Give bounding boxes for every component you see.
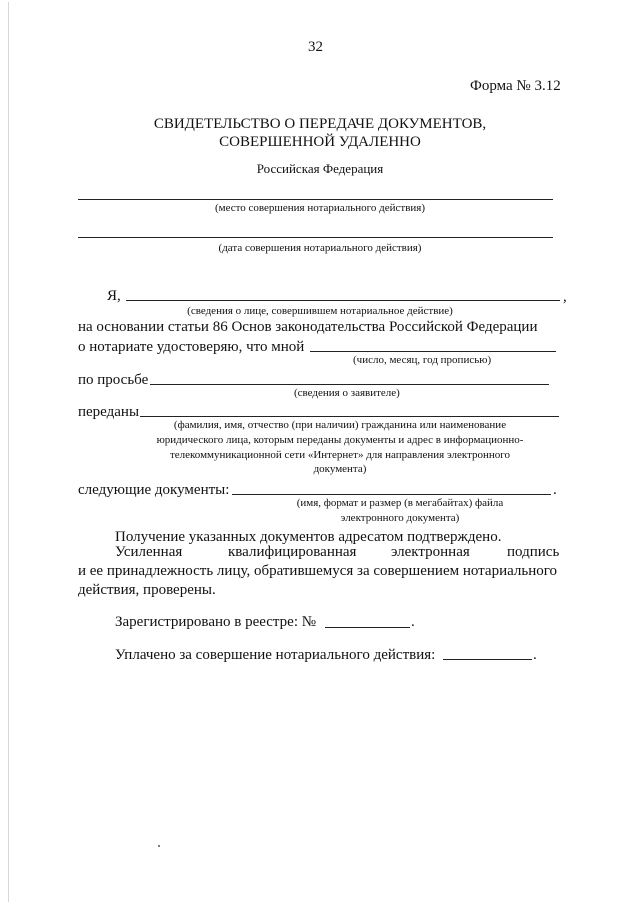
transferred-label: переданы	[78, 404, 140, 420]
registry-text: Зарегистрировано в реестре: №	[115, 614, 317, 630]
signature-line-2: и ее принадлежность лицу, обратившемуся за совершением нотариального	[78, 563, 558, 579]
date-field-line	[78, 237, 553, 238]
page-number: 32	[308, 39, 323, 55]
page-edge-shadow	[8, 2, 9, 902]
recipient-field-line	[140, 416, 559, 417]
signature-word-1: Усиленная	[115, 544, 183, 560]
paid-amount-line	[443, 659, 532, 660]
scan-speck	[158, 845, 160, 847]
recipient-caption-3: телекоммуникационной сети «Интернет» для направления электронного	[169, 449, 511, 461]
file-caption-2: электронного документа)	[340, 512, 460, 524]
file-field-line	[232, 494, 551, 495]
paid-period: .	[533, 647, 537, 663]
signature-word-4: подпись	[507, 544, 560, 560]
registry-period: .	[411, 614, 415, 630]
signature-line-3: действия, проверены.	[78, 582, 216, 598]
request-label: по просьбе	[78, 372, 149, 388]
date-words-field-line	[310, 351, 556, 352]
applicant-caption: (сведения о заявителе)	[294, 387, 400, 399]
receipt-text: Получение указанных документов адресатом подтверждено.	[115, 529, 502, 545]
applicant-field-line	[150, 384, 549, 385]
notary-text: о нотариате удостоверяю, что мной	[78, 339, 305, 355]
signature-word-2: квалифицированная	[228, 544, 357, 560]
documents-period: .	[553, 482, 557, 498]
person-field-comma: ,	[563, 289, 567, 305]
place-caption: (место совершения нотариального действия)	[214, 202, 426, 214]
documents-label: следующие документы:	[78, 482, 230, 498]
ya-label: Я,	[107, 288, 121, 304]
registry-number-line	[325, 627, 410, 628]
person-caption: (сведения о лице, совершившем нотариальное действие)	[187, 305, 453, 317]
title-line-2: СОВЕРШЕННОЙ УДАЛЕННО	[219, 134, 421, 150]
basis-text: на основании статьи 86 Основ законодательства Российской Федерации	[78, 319, 538, 335]
form-number: Форма № 3.12	[470, 78, 561, 94]
place-field-line	[78, 199, 553, 200]
date-caption: (дата совершения нотариального действия)	[218, 242, 422, 254]
recipient-caption-1: (фамилия, имя, отчество (при наличии) гражданина или наименование	[173, 419, 507, 431]
recipient-caption-4: документа)	[313, 463, 367, 475]
paid-text: Уплачено за совершение нотариального действия:	[115, 647, 436, 663]
signature-word-3: электронная	[391, 544, 470, 560]
person-field-line	[126, 300, 560, 301]
date-words-caption: (число, месяц, год прописью)	[353, 354, 492, 366]
title-line-1: СВИДЕТЕЛЬСТВО О ПЕРЕДАЧЕ ДОКУМЕНТОВ,	[153, 116, 487, 132]
file-caption-1: (имя, формат и размер (в мегабайтах) файла	[296, 497, 504, 509]
recipient-caption-2: юридического лица, которым переданы документы и адрес в информационно-	[156, 434, 524, 446]
country-label: Российская Федерация	[256, 161, 384, 176]
